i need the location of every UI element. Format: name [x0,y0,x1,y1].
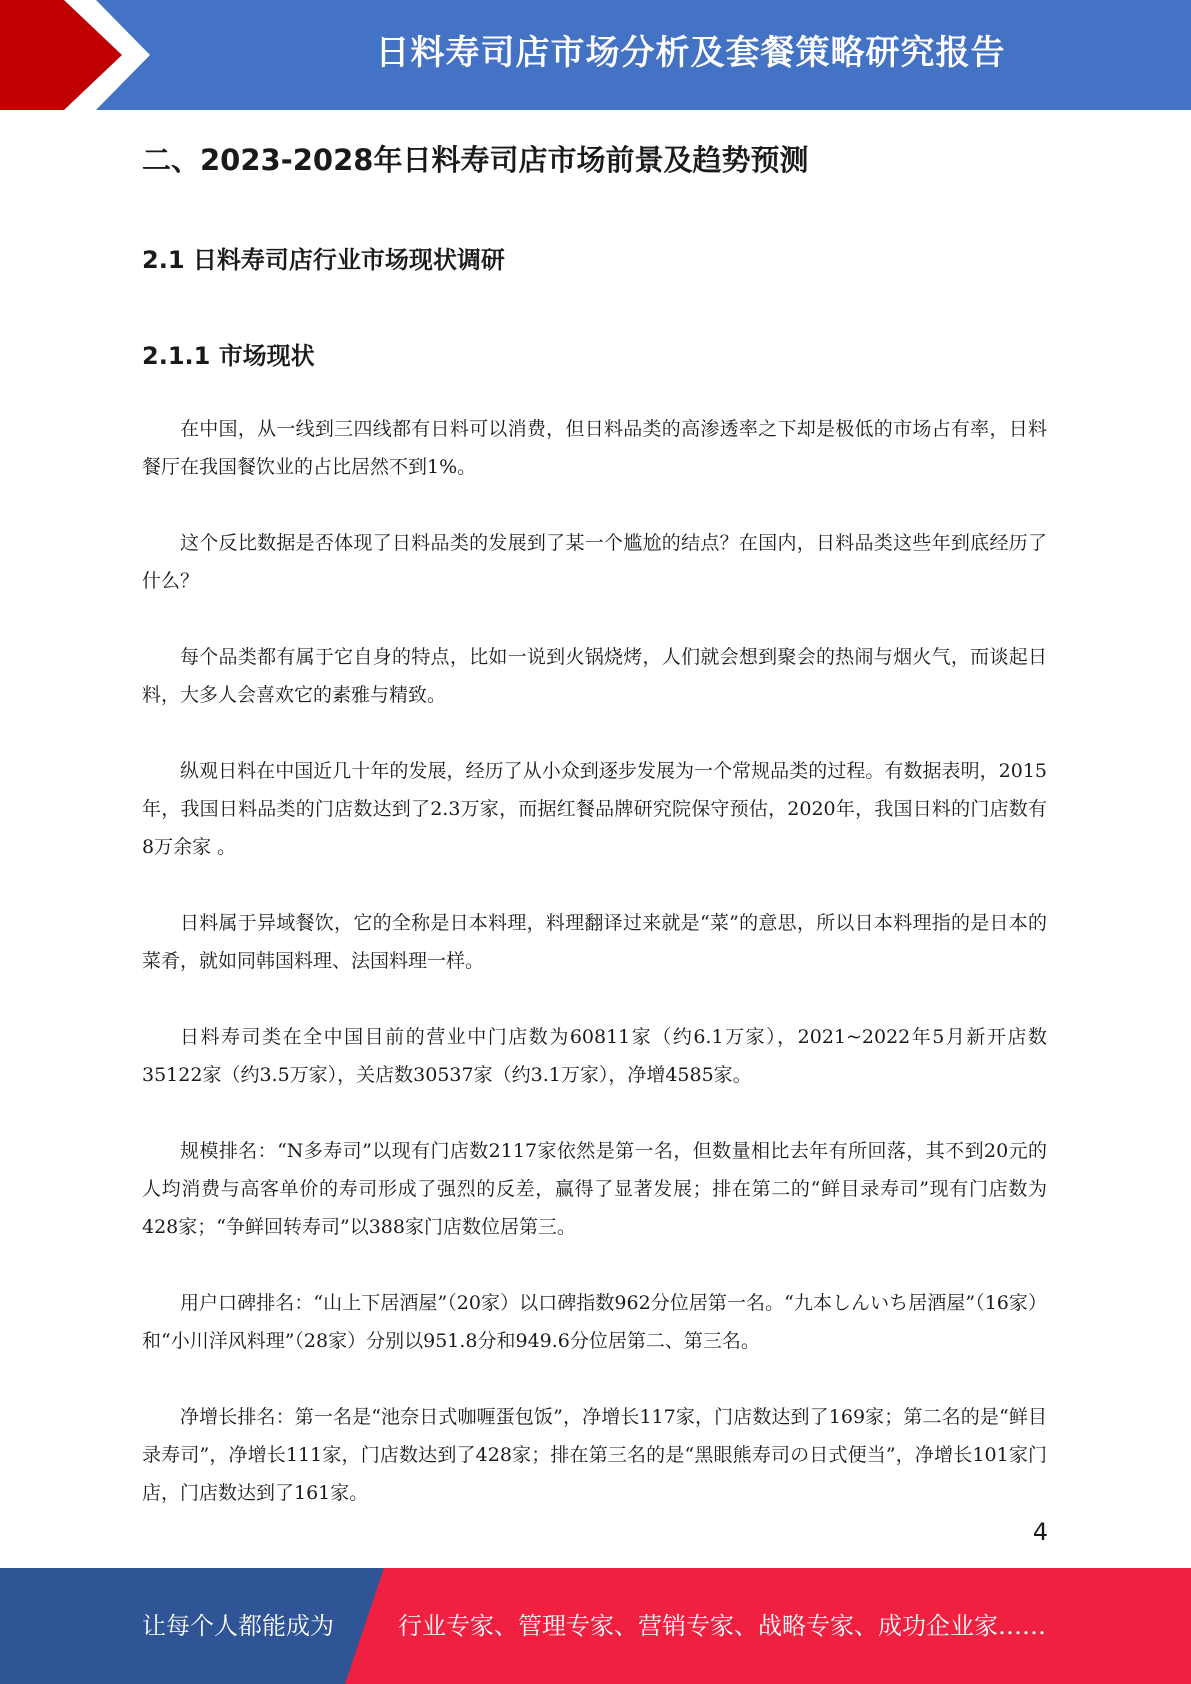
paragraph: 用户口碑排名：“山上下居酒屋”（20家）以口碑指数962分位居第一名。“九本しんいち居酒屋”（16家）和“小川洋风料理”（28家）分别以951.8分和949.6分位居第二、第三名。 [142,1292,1047,1352]
page-header [0,0,1191,110]
paragraph: 在中国，从一线到三四线都有日料可以消费，但日料品类的高渗透率之下却是极低的市场占有率，日料餐厅在我国餐饮业的占比居然不到1%。 [142,418,1047,478]
main-content [142,138,1047,1550]
paragraph: 纵观日料在中国近几十年的发展，经历了从小众到逐步发展为一个常规品类的过程。有数据表明，2015年，我国日料品类的门店数达到了2.3万家，而据红餐品牌研究院保守预估，2020年，我国日料的门店数有8万余家 。 [142,760,1047,858]
paragraph: 这个反比数据是否体现了日料品类的发展到了某一个尴尬的结点？在国内，日料品类这些年到底经历了什么？ [142,532,1047,592]
footer-slogan-right: 行业专家、管理专家、营销专家、战略专家、成功企业家…… [398,1612,1046,1640]
section-heading: 二、2023-2028年日料寿司店市场前景及趋势预测 [142,143,809,177]
paragraph: 日料属于异域餐饮，它的全称是日本料理，料理翻译过来就是“菜”的意思，所以日本料理指的是日本的菜肴，就如同韩国料理、法国料理一样。 [142,912,1047,972]
subsection-heading: 2.1 日料寿司店行业市场现状调研 [142,246,505,274]
paragraph: 规模排名：“N多寿司”以现有门店数2117家依然是第一名，但数量相比去年有所回落，其不到20元的人均消费与高客单价的寿司形成了强烈的反差，赢得了显著发展；排在第二的“鲜目录寿司”现有门店数为428家；“争鲜回转寿司”以388家门店数位居第三。 [142,1140,1047,1238]
report-title: 日料寿司店市场分析及套餐策略研究报告 [375,33,1006,73]
body-text [142,410,1047,1512]
paragraph: 每个品类都有属于它自身的特点，比如一说到火锅烧烤，人们就会想到聚会的热闹与烟火气，而谈起日料，大多人会喜欢它的素雅与精致。 [142,646,1047,706]
paragraph: 净增长排名：第一名是“池奈日式咖喱蛋包饭”，净增长117家，门店数达到了169家；第二名的是“鲜目录寿司”，净增长111家，门店数达到了428家；排在第三名的是“黑眼熊寿司の日式便当”，净增长101家门店，门店数达到了161家。 [142,1406,1047,1504]
page-number: 4 [1032,1518,1048,1546]
page-footer [0,1568,1191,1684]
subsubsection-heading: 2.1.1 市场现状 [142,342,315,370]
paragraph: 日料寿司类在全中国目前的营业中门店数为60811家（约6.1万家），2021~2022年5月新开店数35122家（约3.5万家），关店数30537家（约3.1万家），净增4585家。 [142,1026,1047,1086]
footer-slogan-left: 让每个人都能成为 [142,1612,334,1640]
